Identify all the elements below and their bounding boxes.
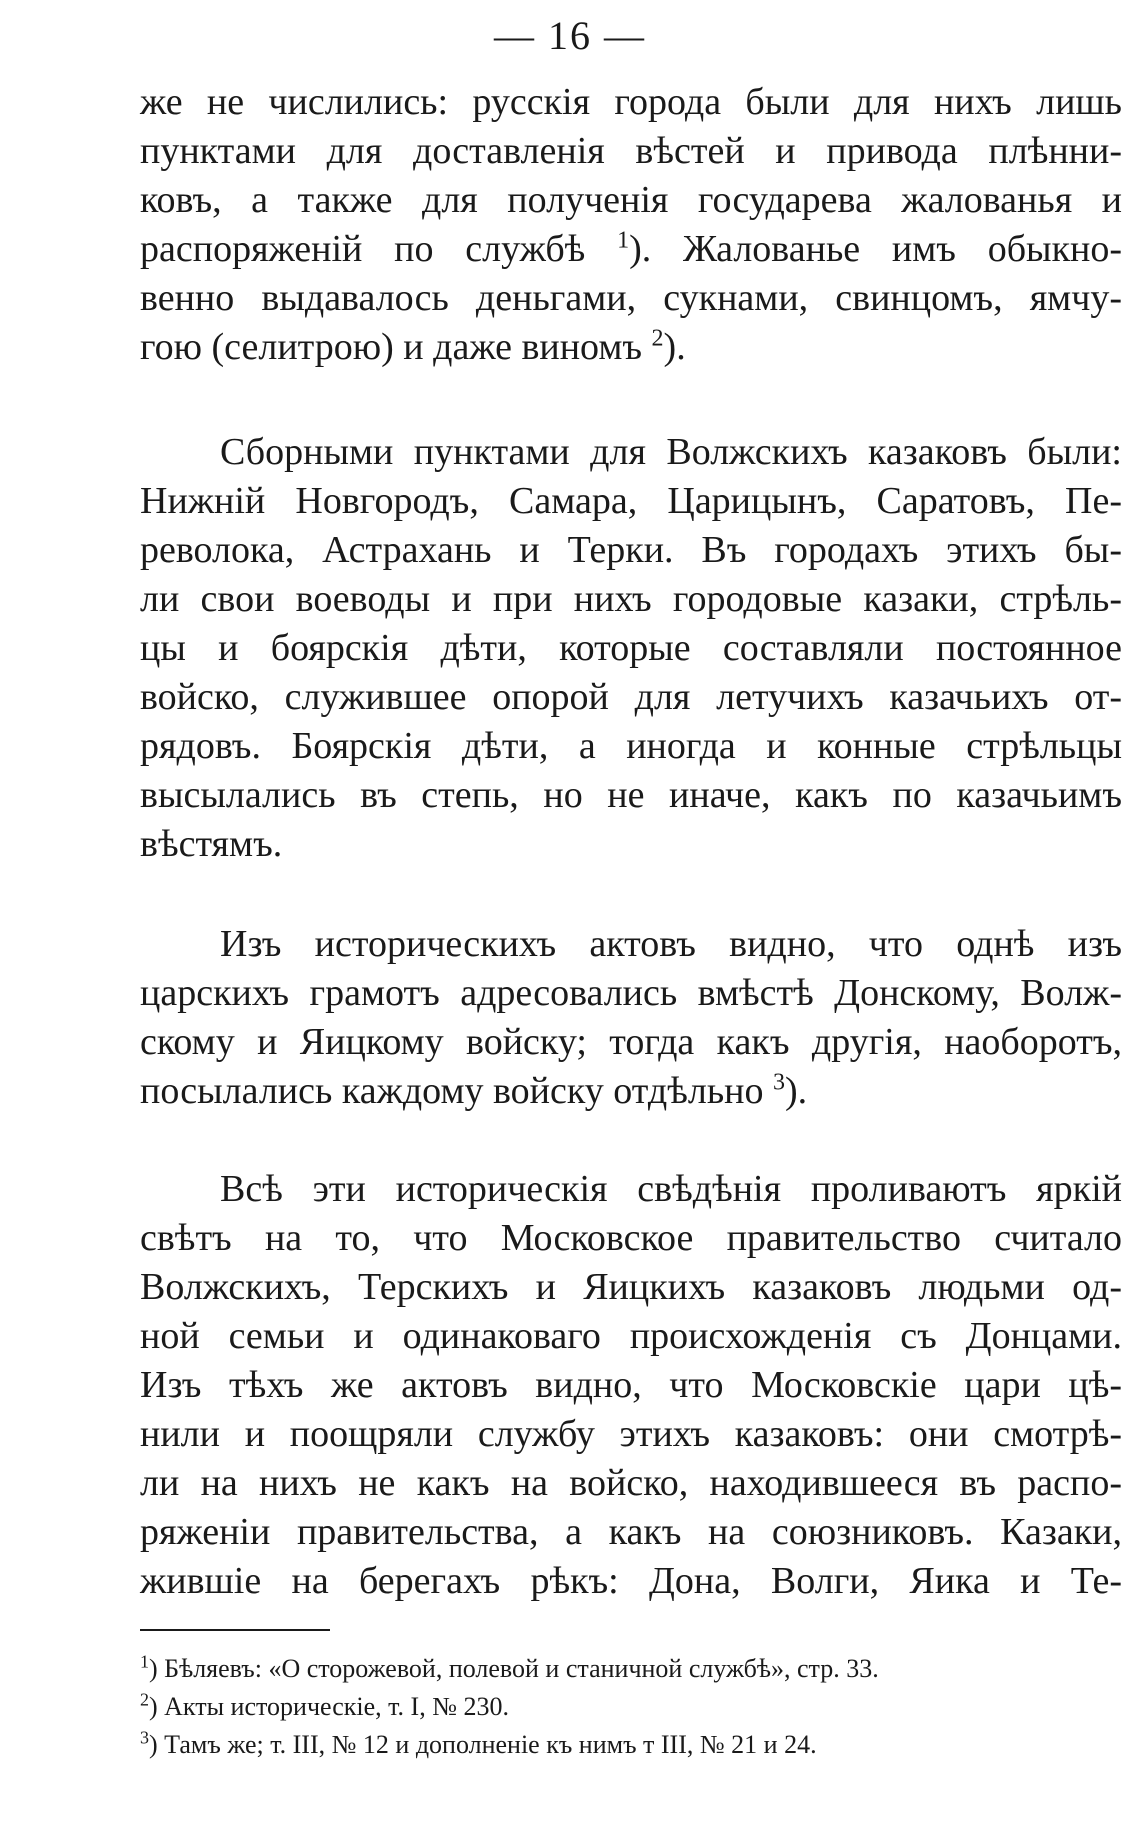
text-line: царскихъ грамотъ адресовались вмѣстѣ Донскому, Волж- [140,972,1122,1014]
text-line: цы и боярскія дѣти, которые составляли постоянное [140,627,1122,669]
text-line: Всѣ эти историческія свѣдѣнія проливаютъ яркій [220,1168,1122,1210]
footnote-text: ) Акты историческіе, т. I, № 230. [149,1692,510,1721]
text-segment: ). [663,326,686,368]
text-line: ли свои воеводы и при нихъ городовые казаки, стрѣль- [140,578,1122,620]
text-line: Изъ историческихъ актовъ видно, что однѣ изъ [220,923,1122,965]
text-line: ковъ, а также для полученія государева жалованья и [140,179,1122,221]
footnote-mark: 1 [140,1651,149,1672]
paragraph-4 [140,1165,1122,1606]
text-line: нили и поощряли службу этихъ казаковъ: они смотрѣ- [140,1413,1122,1455]
paragraph-3 [140,920,1122,1116]
text-line: рядовъ. Боярскія дѣти, а иногда и конные стрѣльцы [140,725,1122,767]
text-segment: ). Жалованье имъ обыкно- [629,228,1123,270]
text-line [140,323,1122,372]
text-line: свѣтъ на то, что Московское правительство считало [140,1217,1122,1259]
text-line: войско, служившее опорой для летучихъ казачьихъ от- [140,676,1122,718]
text-line: же не числились: русскія города были для нихъ лишь [140,81,1122,123]
text-line: ли на нихъ не какъ на войско, находившееся въ распо- [140,1462,1122,1504]
footnote-text: ) Тамъ же; т. III, № 12 и дополненіе къ нимъ т III, № 21 и 24. [149,1730,817,1759]
footnote-divider [140,1629,330,1631]
text-segment: гою (селитрою) и даже виномъ [140,326,643,368]
text-line: Изъ тѣхъ же актовъ видно, что Московскіе цари цѣ- [140,1364,1122,1406]
text-line: жившіе на берегахъ рѣкъ: Дона, Волги, Яика и Те- [140,1560,1122,1602]
footnote-ref: 1 [617,227,630,254]
footnote-1 [140,1650,1120,1688]
footnote-3 [140,1726,1120,1764]
text-line: Волжскихъ, Терскихъ и Яицкихъ казаковъ людьми од- [140,1266,1122,1308]
text-line: ряженіи правительства, а какъ на союзниковъ. Казаки, [140,1511,1122,1553]
text-line: вѣстямъ. [140,823,283,865]
text-line: скому и Яицкому войску; тогда какъ другія, наоборотъ, [140,1021,1122,1063]
text-segment: ). [785,1070,808,1112]
footnote-mark: 3 [140,1727,149,1748]
text-line [140,1067,1122,1116]
paragraph-2 [140,428,1122,869]
paragraph-1 [140,78,1122,372]
text-line: Сборными пунктами для Волжскихъ казаковъ были: [220,431,1122,473]
text-line: ной семьи и одинаковаго происхожденія съ Донцами. [140,1315,1122,1357]
footnote-mark: 2 [140,1689,149,1710]
footnote-text: ) Бѣляевъ: «О сторожевой, полевой и станичной службѣ», стр. 33. [149,1654,879,1683]
footnote-2 [140,1688,1120,1726]
text-line: венно выдавалось деньгами, сукнами, свинцомъ, ямчу- [140,277,1122,319]
text-line: револока, Астрахань и Терки. Въ городахъ этихъ бы- [140,529,1122,571]
text-segment: распоряженій по службѣ [140,228,586,270]
text-line: Нижній Новгородъ, Самара, Царицынъ, Саратовъ, Пе- [140,480,1122,522]
footnotes [140,1650,1120,1764]
footnote-ref: 3 [773,1069,786,1096]
footnote-ref: 2 [651,325,664,352]
text-line: высылались въ степь, но не иначе, какъ по казачьимъ [140,774,1122,816]
text-line: пунктами для доставленія вѣстей и привода плѣнни- [140,130,1122,172]
text-line [140,225,1122,274]
text-segment: посылались каждому войску отдѣльно [140,1070,764,1112]
page-number: — 16 — [494,13,646,58]
